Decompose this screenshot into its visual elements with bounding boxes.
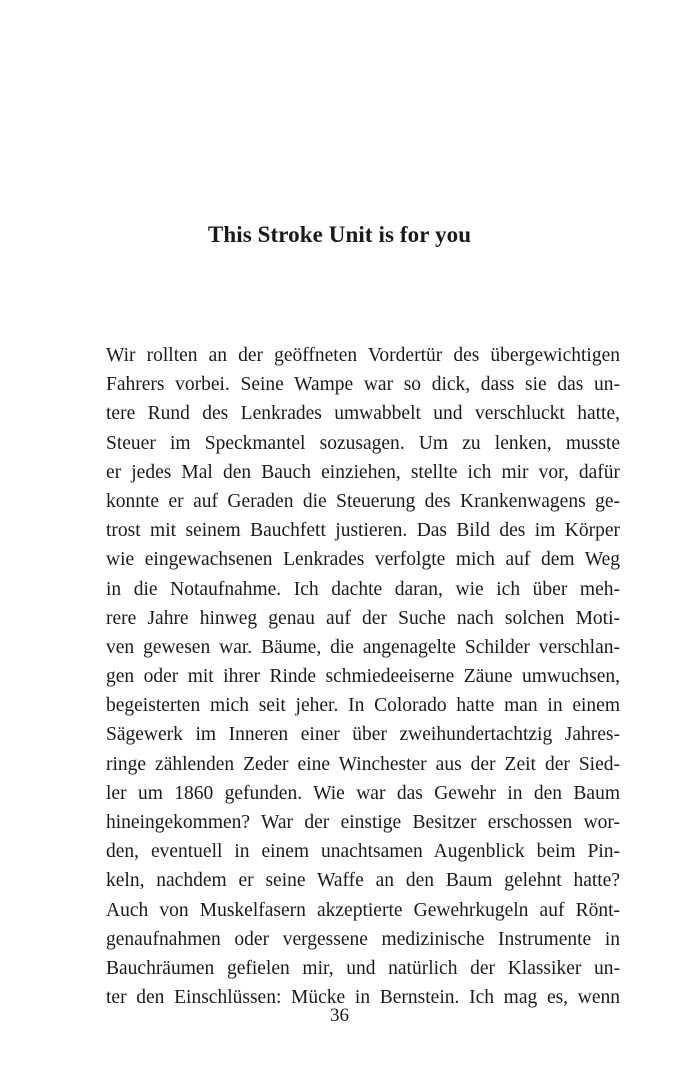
text-line: Wir rollten an der geöffneten Vordertür des übergewichtigen [106,345,620,366]
text-line: gen oder mit ihrer Rinde schmiedeeiserne Zäune umwuchsen, [106,666,620,688]
text-line: Steuer im Speckmantel sozusagen. Um zu lenken, musste [106,432,620,454]
text-line: ter den Einschlüssen: Mücke in Bernstein. Ich mag es, wenn [106,987,620,1009]
body-text [106,341,620,1012]
text-line: begeisterten mich seit jeher. In Colorado hatte man in einem [106,695,620,717]
text-line: Bauchräumen gefielen mir, und natürlich der Klassiker un- [106,957,620,979]
text-line: Auch von Muskelfasern akzeptierte Gewehrkugeln auf Rönt- [106,899,620,921]
text-line: Fahrers vorbei. Seine Wampe war so dick, dass sie das un- [106,374,620,396]
chapter-title: This Stroke Unit is for you [207,222,472,247]
text-line: ringe zählenden Zeder eine Winchester aus der Zeit der Sied- [106,753,620,775]
text-line: ven gewesen war. Bäume, die angenagelte Schilder verschlan- [106,636,620,658]
text-line: wie eingewachsenen Lenkrades verfolgte mich auf dem Weg [106,549,620,571]
text-line: ler um 1860 gefunden. Wie war das Gewehr in den Baum [106,782,620,804]
text-line: konnte er auf Geraden die Steuerung des Krankenwagens ge- [106,490,620,512]
text-line: rere Jahre hinweg genau auf der Suche nach solchen Moti- [106,607,620,629]
text-line: tere Rund des Lenkrades umwabbelt und verschluckt hatte, [106,403,620,425]
text-line: hineingekommen? War der einstige Besitzer erschossen wor- [106,812,620,833]
text-line: genaufnahmen oder vergessene medizinische Instrumente in [106,928,620,950]
page-number: 36 [330,1005,349,1026]
text-line: keln, nachdem er seine Waffe an den Baum gelehnt hatte? [106,870,620,892]
text-line: den, eventuell in einem unachtsamen Augenblick beim Pin- [106,841,620,863]
text-line: in die Notaufnahme. Ich dachte daran, wie ich über meh- [106,578,620,600]
text-line: trost mit seinem Bauchfett justieren. Das Bild des im Körper [106,520,620,542]
text-line: Sägewerk im Inneren einer über zweihundertachtzig Jahres- [106,724,620,746]
text-line: er jedes Mal den Bauch einziehen, stellte ich mir vor, dafür [106,461,620,483]
